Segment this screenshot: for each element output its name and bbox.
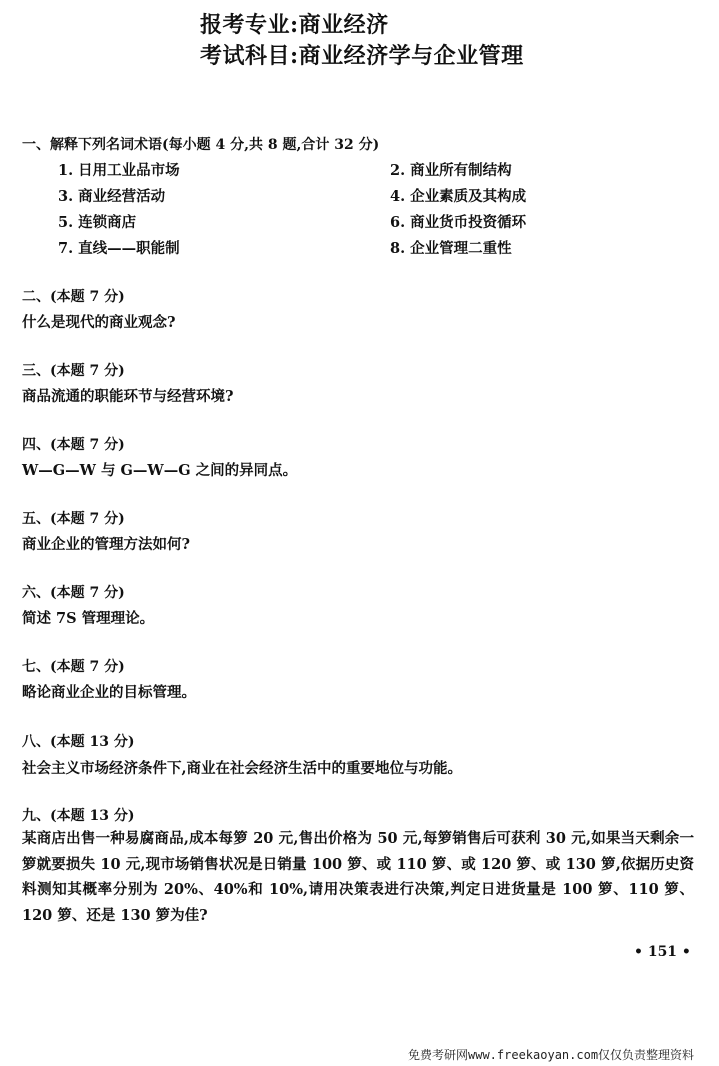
question-text: W—G—W 与 G—W—G 之间的异同点。 bbox=[22, 462, 298, 479]
question-text: 略论商业企业的目标管理。 bbox=[22, 684, 196, 701]
question-heading: 八、(本题 13 分) bbox=[22, 734, 135, 750]
section-1-heading: 一、解释下列名词术语(每小题 4 分,共 8 题,合计 32 分) bbox=[22, 137, 380, 153]
term-item: 5. 连锁商店 bbox=[58, 214, 137, 231]
question-text: 社会主义市场经济条件下,商业在社会经济生活中的重要地位与功能。 bbox=[22, 760, 463, 777]
question-heading: 五、(本题 7 分) bbox=[22, 511, 125, 527]
term-item: 7. 直线——职能制 bbox=[58, 240, 180, 257]
term-item: 2. 商业所有制结构 bbox=[390, 162, 512, 179]
question-text: 什么是现代的商业观念? bbox=[22, 314, 176, 331]
term-item: 4. 企业素质及其构成 bbox=[390, 188, 527, 205]
question-text-paragraph: 某商店出售一种易腐商品,成本每箩 20 元,售出价格为 50 元,每箩销售后可获利 30 元,如果当天剩余一箩就要损失 10 元,现市场销售状况是日销量 100 箩、或 110 箩、或 120 箩、或 130 箩,依据历史资料测知其概率分别为 20%、40%和 10%,请用决策表进行决策,判定日进货量是 100 箩、110 箩、120 箩、还是 130 箩为佳? bbox=[22, 830, 694, 924]
question-heading: 七、(本题 7 分) bbox=[22, 659, 125, 675]
question-text: 简述 7S 管理理论。 bbox=[22, 610, 155, 627]
question-heading: 四、(本题 7 分) bbox=[22, 437, 125, 453]
exam-major-title: 报考专业:商业经济 bbox=[200, 12, 389, 38]
question-text: 商品流通的职能环节与经营环境? bbox=[22, 388, 234, 405]
exam-subject-title: 考试科目:商业经济学与企业管理 bbox=[200, 43, 524, 69]
page-number: • 151 • bbox=[634, 944, 691, 960]
footer-watermark-text: 免费考研网www.freekaoyan.com仅仅负责整理资料 bbox=[408, 1048, 695, 1062]
question-heading: 三、(本题 7 分) bbox=[22, 363, 125, 379]
term-item: 3. 商业经营活动 bbox=[58, 188, 166, 205]
term-item: 1. 日用工业品市场 bbox=[58, 162, 180, 179]
question-text: 商业企业的管理方法如何? bbox=[22, 536, 190, 553]
question-heading: 六、(本题 7 分) bbox=[22, 585, 125, 601]
term-item: 8. 企业管理二重性 bbox=[390, 240, 512, 257]
question-heading: 九、(本题 13 分) bbox=[22, 808, 135, 824]
term-item: 6. 商业货币投资循环 bbox=[390, 214, 527, 231]
question-heading: 二、(本题 7 分) bbox=[22, 289, 125, 305]
